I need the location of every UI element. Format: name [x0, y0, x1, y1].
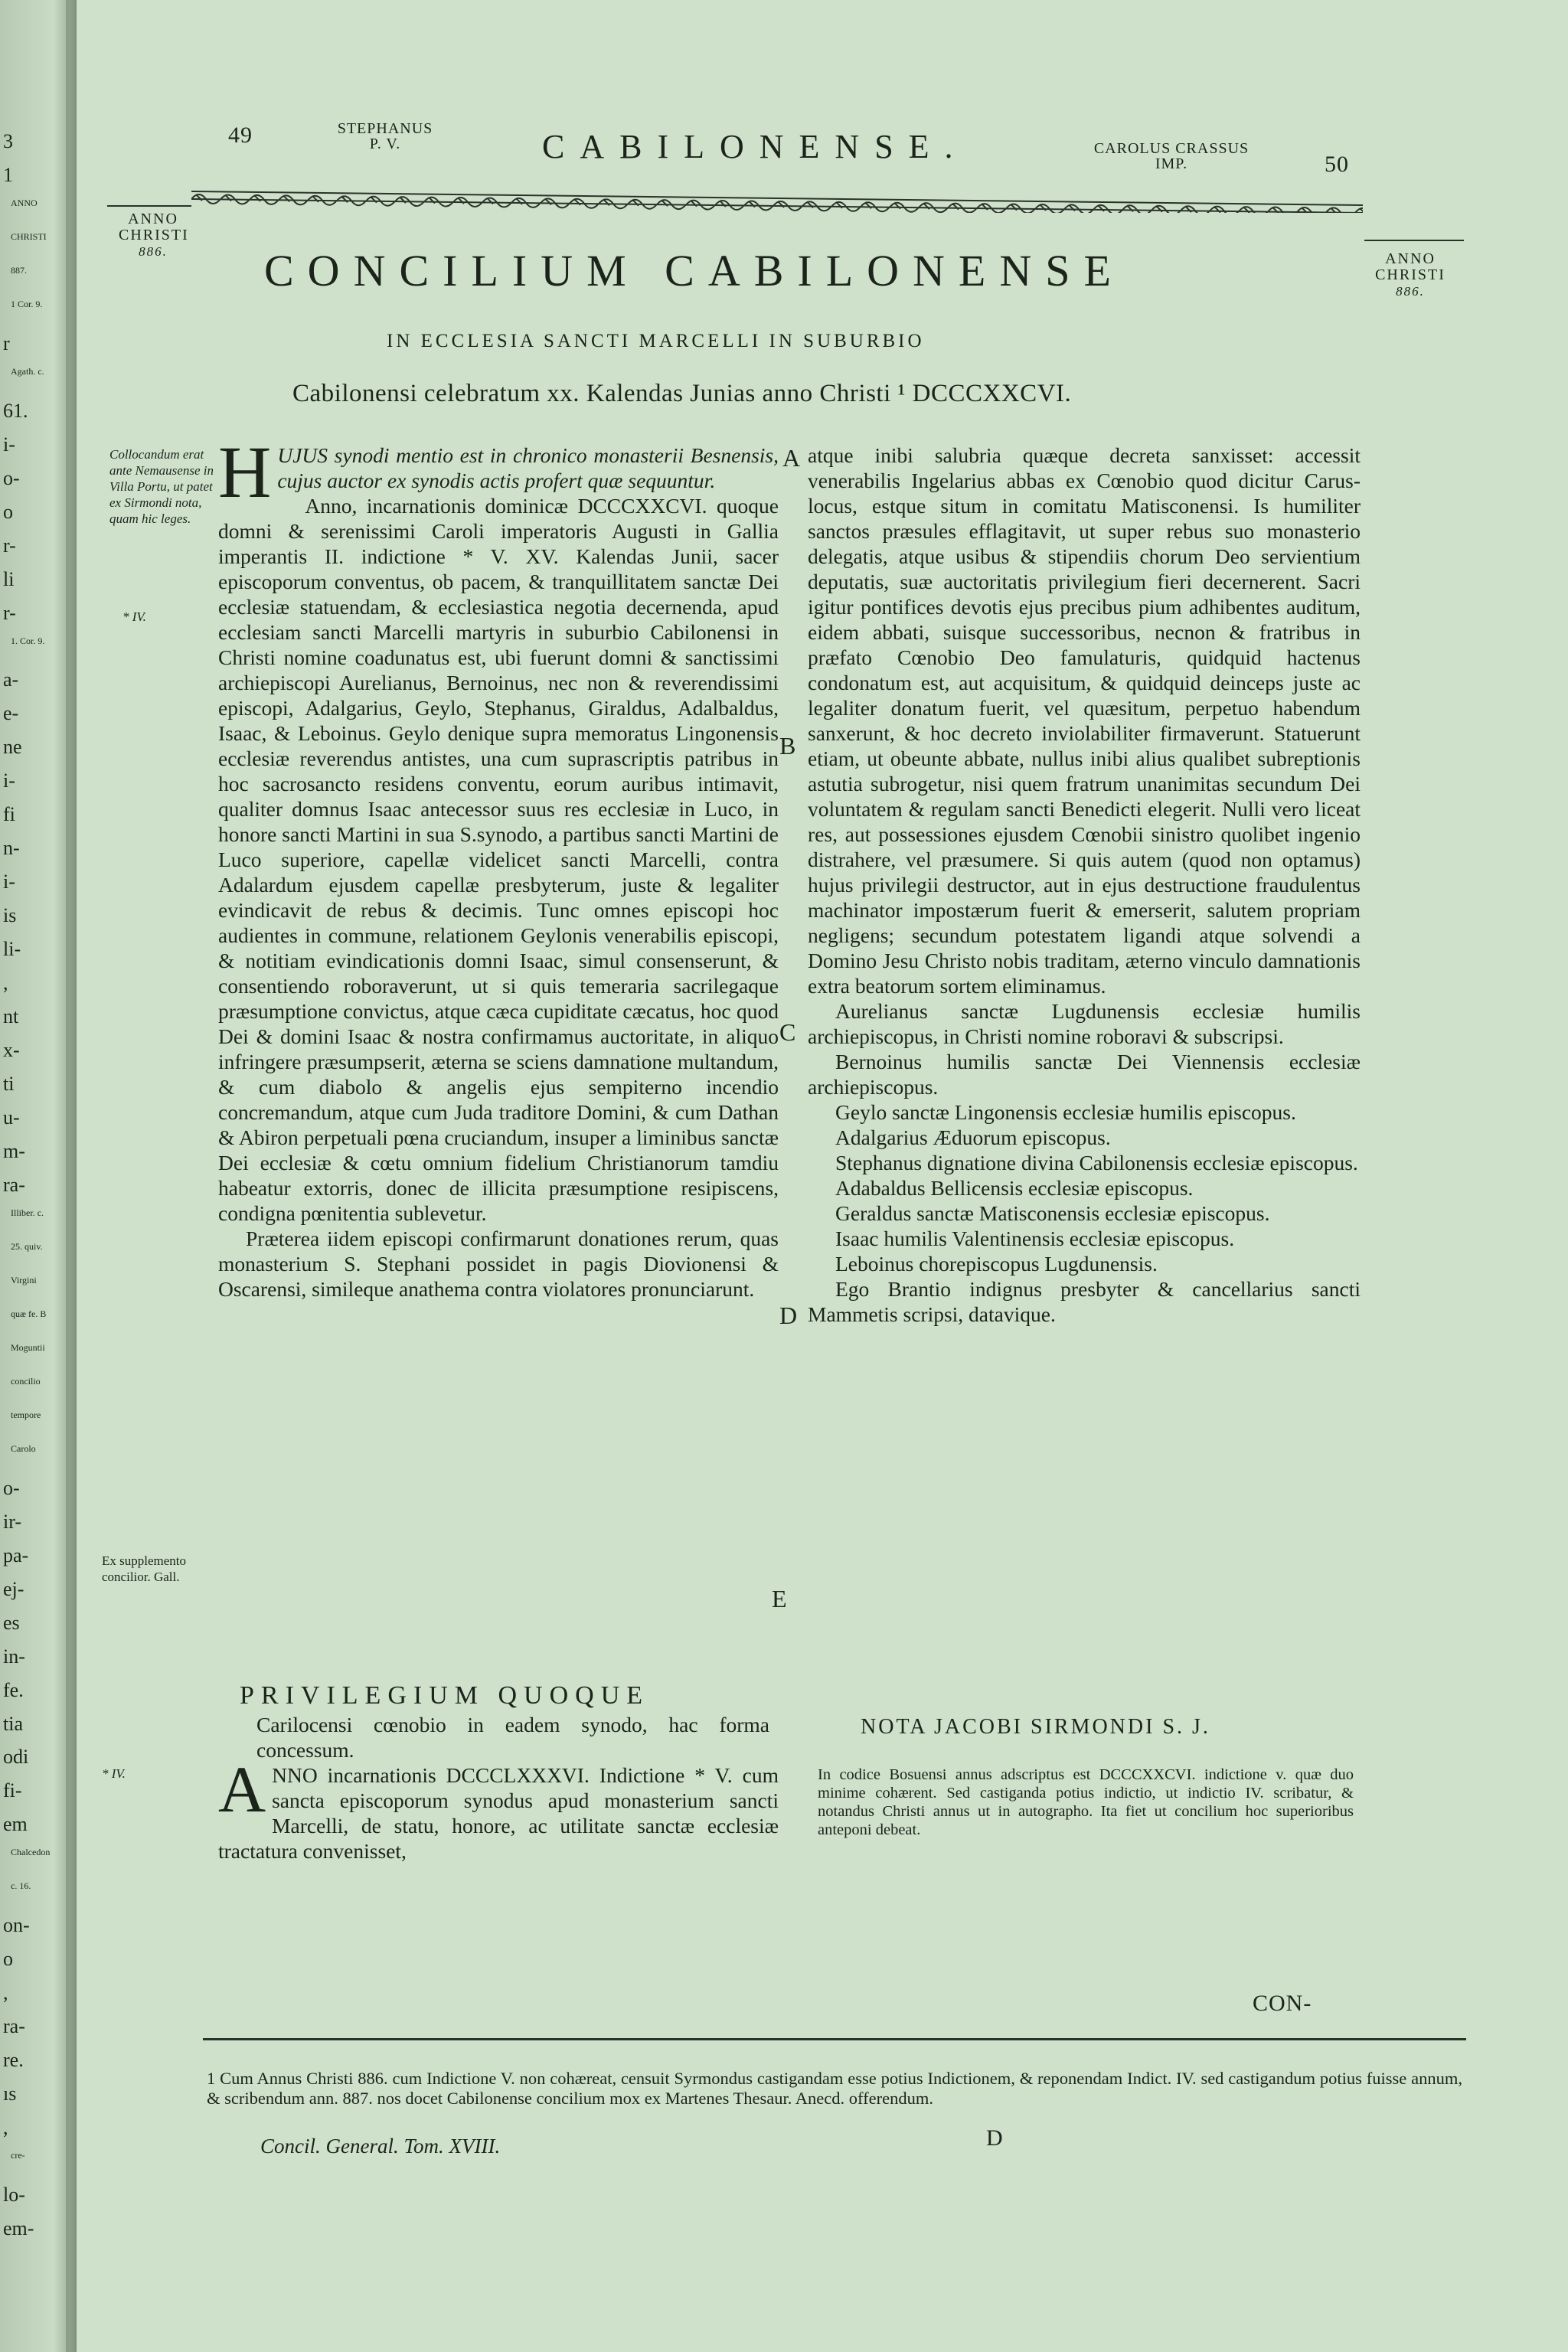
previous-page-fragment: pa- — [3, 1544, 29, 1566]
previous-page-fragment: Chalcedon — [11, 1847, 51, 1858]
previous-page-fragment: c. 16. — [11, 1880, 31, 1892]
year-word-anno: ANNO — [128, 211, 178, 227]
previous-page-fragment: Illiber. c. — [11, 1207, 44, 1218]
previous-page-fragment: o- — [3, 1476, 20, 1499]
previous-page-fragment: em — [3, 1813, 28, 1836]
previous-page-fragment: li- — [3, 938, 21, 961]
previous-page-fragment: 3 — [3, 130, 13, 152]
previous-page-fragment: ra- — [3, 1174, 25, 1197]
catchword: CON- — [1253, 1991, 1312, 2016]
previous-page-fragment: Carolo — [11, 1442, 36, 1454]
previous-page-fragment: fe. — [3, 1678, 24, 1701]
section-letter-b: B — [779, 732, 796, 760]
signature-bernoinus: Bernoinus humilis sanctæ Dei Viennensis ecclesiæ archiepiscopus. — [808, 1050, 1361, 1099]
pontiff-number: P. V. — [369, 136, 401, 152]
previous-page-fragment: fi — [3, 803, 15, 826]
previous-page-fragment: u- — [3, 1106, 20, 1129]
pontiff-heading — [335, 121, 435, 152]
previous-page-fragment: , — [3, 1981, 8, 2004]
sirmond-note-heading: NOTA JACOBI SIRMONDI S. J. — [861, 1715, 1210, 1739]
previous-page-fragment: quæ fe. B — [11, 1308, 47, 1319]
previous-page-fragment: ir- — [3, 1510, 22, 1533]
previous-page-fragment: r — [3, 332, 10, 354]
previous-page-fragment: x- — [3, 1039, 20, 1062]
sirmond-note-text: In codice Bosuensi annus adscriptus est DCCCXXCVI. indictione v. quæ duo minime cohærent. Sed castiganda potius indictio, ut indictio IV. scribatur, & notandus Christi annus ut in autographo. Ita fiet ut concilium hoc superioribus anteponi debeat. — [818, 1766, 1354, 1838]
previous-page-fragment: Moguntii — [11, 1341, 45, 1353]
previous-page-fragment: lo- — [3, 2184, 25, 2207]
previous-page-fragment: n- — [3, 837, 20, 860]
subtitle-date: Cabilonensi celebratum xx. Kalendas Junias anno Christi ¹ DCCCXXCVI. — [292, 380, 1072, 407]
signature-isaac: Isaac humilis Valentinensis ecclesiæ episcopus. — [835, 1227, 1235, 1250]
margin-note-placement: Collocandum erat ante Nemausense in Villa Portu, ut patet ex Sirmondi nota, quam hic leges. — [109, 447, 214, 526]
section-letter-c: C — [779, 1018, 796, 1046]
previous-page-fragment: ANNO — [11, 197, 38, 208]
previous-page-fragment: r- — [3, 601, 16, 624]
previous-page-fragment: nt — [3, 1005, 19, 1028]
previous-page-fragment: o — [3, 500, 13, 523]
section-letter-d: D — [779, 1302, 798, 1329]
privilege-opening — [218, 1753, 779, 1864]
previous-page-fragment: is — [3, 904, 17, 927]
previous-page-fragment: o- — [3, 466, 20, 489]
previous-page-fragment: in- — [3, 1645, 25, 1668]
previous-page-fragment: e- — [3, 702, 19, 725]
main-title: CONCILIUM CABILONENSE — [264, 246, 1125, 296]
column-left — [218, 431, 779, 1302]
privilege-continuation: atque inibi salubria quæque decreta sanxisset: accessit venerabilis Ingelarius abbas ex Cœnobio quod dicitur Carus-locus, estque situm in comitatu Matisconensi. Is humiliter sanctos præsules efflagitavit, ut super rebus suo monasterio delegatis, atque usibus & stipendiis chorum Deo servientium deputatis, suæ auctoritatis privilegium fieri decernerent. Sacri igitur pontifices devotis ejus precibus pium adhibentes auditum, eidem abbati, suisque successoribus, necnon & fratribus in præfato Cœnobio Deo famulaturis, quidquid hactenus condonatum est, aut acquisitum, & quidquid deinceps juste ac legaliter donatum fuerit, vel quæsitum, perpetuo habendum sanxerunt, & hoc decreto inviolabiliter firmaverunt. Statuerunt etiam, ut obeunte abbate, nullus inibi alius qualibet subreptionis astutia subrogetur, nisi quem fratrum unanimitas secundum Dei voluntatem & regulam sancti Benedicti elegerit. Nulli vero liceat res, aut possessiones ejusdem Cœnobii sinistro quolibet ingenio distrahere, vel præsumere. Si quis autem (quod non optamus) hujus privilegii destructor, aut in ejus destructione fraudulentus machinator impostærum fuerit & emerserit, salutem propriam negligens; secundum potestatem ligandi atque solvendi a Domino Jesu Christo nobis traditam, æterno vinculo damnationis extra beatorum sortem eliminamus. — [808, 443, 1361, 998]
signature-geylo: Geylo sanctæ Lingonensis ecclesiæ humilis episcopus. — [835, 1100, 1296, 1124]
signature-adabaldus: Adabaldus Bellicensis ecclesiæ episcopus. — [835, 1176, 1194, 1200]
drop-cap: H — [218, 431, 272, 513]
footnote-text: 1 Cum Annus Christi 886. cum Indictione V. non cohæreat, censuit Syrmondus castigandam esse potius Indictionem, & reponendam Indict. IV. sed castigandum potius fuisse annum, & scribendum ann. 887. nos docet Cabilonense concilium mox ex Martenes Thesaur. Anecd. offerendum. — [207, 2069, 1462, 2108]
previous-page-fragment: cre- — [11, 2150, 25, 2161]
signature-mark: D — [986, 2125, 1003, 2151]
running-title: CABILONENSE. — [542, 128, 969, 165]
page-number-right: 50 — [1325, 152, 1349, 177]
year-word-christi: CHRISTI — [119, 227, 189, 243]
year-word-christi: CHRISTI — [1375, 266, 1446, 283]
section-letter-a: A — [782, 444, 801, 472]
previous-page-fragment: 1 Cor. 9. — [11, 298, 43, 309]
previous-page-fragment: , — [3, 972, 8, 995]
previous-page-fragment: ti — [3, 1073, 15, 1096]
previous-page-fragment: fi- — [3, 1779, 22, 1802]
intro-text: UJUS synodi mentio est in chronico monasterii Besnensis, cujus auctor ex synodis actis profert quæ sequuntur. — [277, 443, 779, 492]
previous-page-fragment: 1 — [3, 163, 13, 186]
page-gutter-shadow — [66, 0, 77, 2352]
year-box-right — [1367, 251, 1453, 299]
drop-cap-privilege: A — [218, 1753, 266, 1826]
synod-acts-paragraph: Anno, incarnationis dominicæ DCCCXXCVI. quoque domni & serenissimi Caroli imperatoris Augusti in Gallia imperantis II. indictione * V. XV. Kalendas Junii, sacer episcoporum conventus, ob pacem, & tranquillitatem sanctæ Dei ecclesiæ statuendam, & ecclesiastica negotia decernenda, apud ecclesiam sancti Marcelli martyris in suburbio Cabilonensi in Christi nomine coadunatus est, ubi fuerunt domni & sanctissimi archiepiscopi Aurelianus, Bernoinus, nec non & reverendissimi episcopi, Adalgarius, Geylo, Stephanus, Giraldus, Adalbaldus, Isaac, & Leboinus. Geylo denique supra memoratus Lingonensis ecclesiæ reverendus antistes, una cum suprascriptis patribus in hoc sacrosancto residens conventu, eorum auribus intimavit, qualiter domnus Isaac antecessor suus res ecclesiæ in Luco, in honore sancti Martini in sua S.synodo, a partibus sancti Martini de Luco superiore, capellæ videlicet sancti Marcelli, contra Adalardum ejusdem capellæ presbyterum, juste & legaliter evindicavit de rebus & decimis. Tunc omnes episcopi hoc audientes in commune, relationem Geylonis venerabilis episcopi, & notitiam evindicationis domni Isaac, simul consenserunt, & consentiendo roboraverunt, ut si quis temeraria sacrilegaque præsumptione convictus, atque cæca cupiditate cæcatus, hoc quod Dei & domini Isaac & nostra confirmamus auctoritate, in aliquo infringere præsumpserit, æterna se sciens damnatione multandum, & cum diabolo & angelis ejus sempiterno incendio concremandum, atque cum Juda traditore Domini, & cum Dathan & Abiron perpetuali pœna cruciandum, insuper a liminibus sanctæ Dei ecclesiæ & cœtu omnium fidelium Christianorum tamdiu habeatur extorris, donec de illicita præsumptione resipiscens, condigna pœnitentia sublevetur. — [218, 494, 779, 1225]
previous-page-fragment: Virgini — [11, 1274, 37, 1285]
signature-brantio: Ego Brantio indignus presbyter & cancellarius sancti Mammetis scripsi, datavique. — [808, 1277, 1361, 1326]
previous-page-fragment: 887. — [11, 264, 27, 276]
previous-page-edge — [0, 0, 77, 2352]
previous-page-fragment: es — [3, 1611, 20, 1634]
margin-note-indiction-2: * IV. — [102, 1766, 126, 1781]
previous-page-fragment: CHRISTI — [11, 230, 47, 242]
emperor-name: CAROLUS CRASSUS — [1093, 140, 1250, 157]
year-box-left — [119, 211, 188, 260]
subtitle-church: IN ECCLESIA SANCTI MARCELLI IN SUBURBIO — [387, 331, 925, 351]
previous-page-fragment: concilio — [11, 1375, 41, 1387]
previous-page-fragment: tempore — [11, 1409, 41, 1420]
previous-page-fragment: i- — [3, 871, 15, 893]
previous-page-fragment: ne — [3, 736, 22, 759]
previous-page-fragment: on- — [3, 1914, 30, 1937]
previous-page-fragment: , — [3, 2116, 8, 2139]
pontiff-name: STEPHANUS — [337, 120, 433, 137]
rule-right — [1364, 240, 1464, 241]
signature-line: Concil. General. Tom. XVIII. — [260, 2135, 501, 2158]
signature-geraldus: Geraldus sanctæ Matisconensis ecclesiæ episcopus. — [835, 1201, 1270, 1225]
rule-left — [107, 205, 191, 207]
ornament-band — [191, 188, 1363, 213]
previous-page-fragment: 61. — [3, 399, 28, 422]
previous-page-fragment: a- — [3, 668, 19, 691]
previous-page-fragment: ej- — [3, 1577, 24, 1600]
previous-page-fragment: i- — [3, 433, 15, 456]
previous-page-fragment: Agath. c. — [11, 365, 44, 377]
page-number-left: 49 — [228, 122, 253, 148]
emperor-heading — [1057, 141, 1286, 172]
previous-page-fragment: 1. Cor. 9. — [11, 635, 45, 646]
signature-stephanus: Stephanus dignatione divina Cabilonensis ecclesiæ episcopus. — [835, 1151, 1358, 1174]
previous-page-fragment: tia — [3, 1712, 23, 1735]
privilege-heading: PRIVILEGIUM QUOQUE — [240, 1681, 650, 1710]
intro-paragraph — [218, 431, 779, 513]
emperor-title: IMP. — [1155, 155, 1188, 172]
signature-adalgarius: Adalgarius Æduorum episcopus. — [835, 1125, 1111, 1149]
previous-page-fragment: m- — [3, 1140, 25, 1163]
previous-page-fragment: i- — [3, 769, 15, 792]
previous-page-fragment: r- — [3, 534, 16, 557]
year-word-anno: ANNO — [1385, 250, 1436, 267]
margin-note-indiction: * IV. — [122, 609, 146, 624]
privilege-subheading: Carilocensi cœnobio in eadem synodo, hac forma concessum. — [256, 1713, 769, 1762]
donations-paragraph: Præterea iidem episcopi confirmarunt donationes rerum, quas monasterium S. Stephani possidet in pagis Diovionensi & Oscarensi, simileque anathema contra violatores pronunciarunt. — [218, 1227, 779, 1301]
previous-page-fragment: 25. quiv. — [11, 1240, 43, 1252]
previous-page-fragment: ra- — [3, 2015, 25, 2038]
section-letter-e: E — [772, 1585, 787, 1612]
previous-page-fragment: em- — [3, 2217, 34, 2240]
year-number: 886. — [139, 244, 168, 259]
signature-aurelianus: Aurelianus sanctæ Lugdunensis ecclesiæ humilis archiepiscopus, in Christi nomine roboravi & subscripsi. — [808, 999, 1361, 1048]
previous-page-fragment: li — [3, 567, 15, 590]
year-number: 886. — [1396, 284, 1425, 299]
previous-page-fragment: ıs — [3, 2082, 17, 2105]
signature-leboinus: Leboinus chorepiscopus Lugdunensis. — [835, 1252, 1158, 1276]
previous-page-fragment: re. — [3, 2049, 24, 2072]
column-right — [808, 443, 1361, 1327]
privilege-text: NNO incarnationis DCCCLXXXVI. Indictione * V. cum sancta episcoporum synodus apud monasterium sancti Marcelli, de statu, honore, ac utilitate sanctæ ecclesiæ tractatura convenisset, — [218, 1763, 779, 1863]
footnote-rule — [203, 2038, 1466, 2040]
previous-page-fragment: o — [3, 1948, 13, 1971]
previous-page-fragment: odi — [3, 1746, 29, 1769]
margin-note-source: Ex supplemento concilior. Gall. — [102, 1553, 187, 1584]
